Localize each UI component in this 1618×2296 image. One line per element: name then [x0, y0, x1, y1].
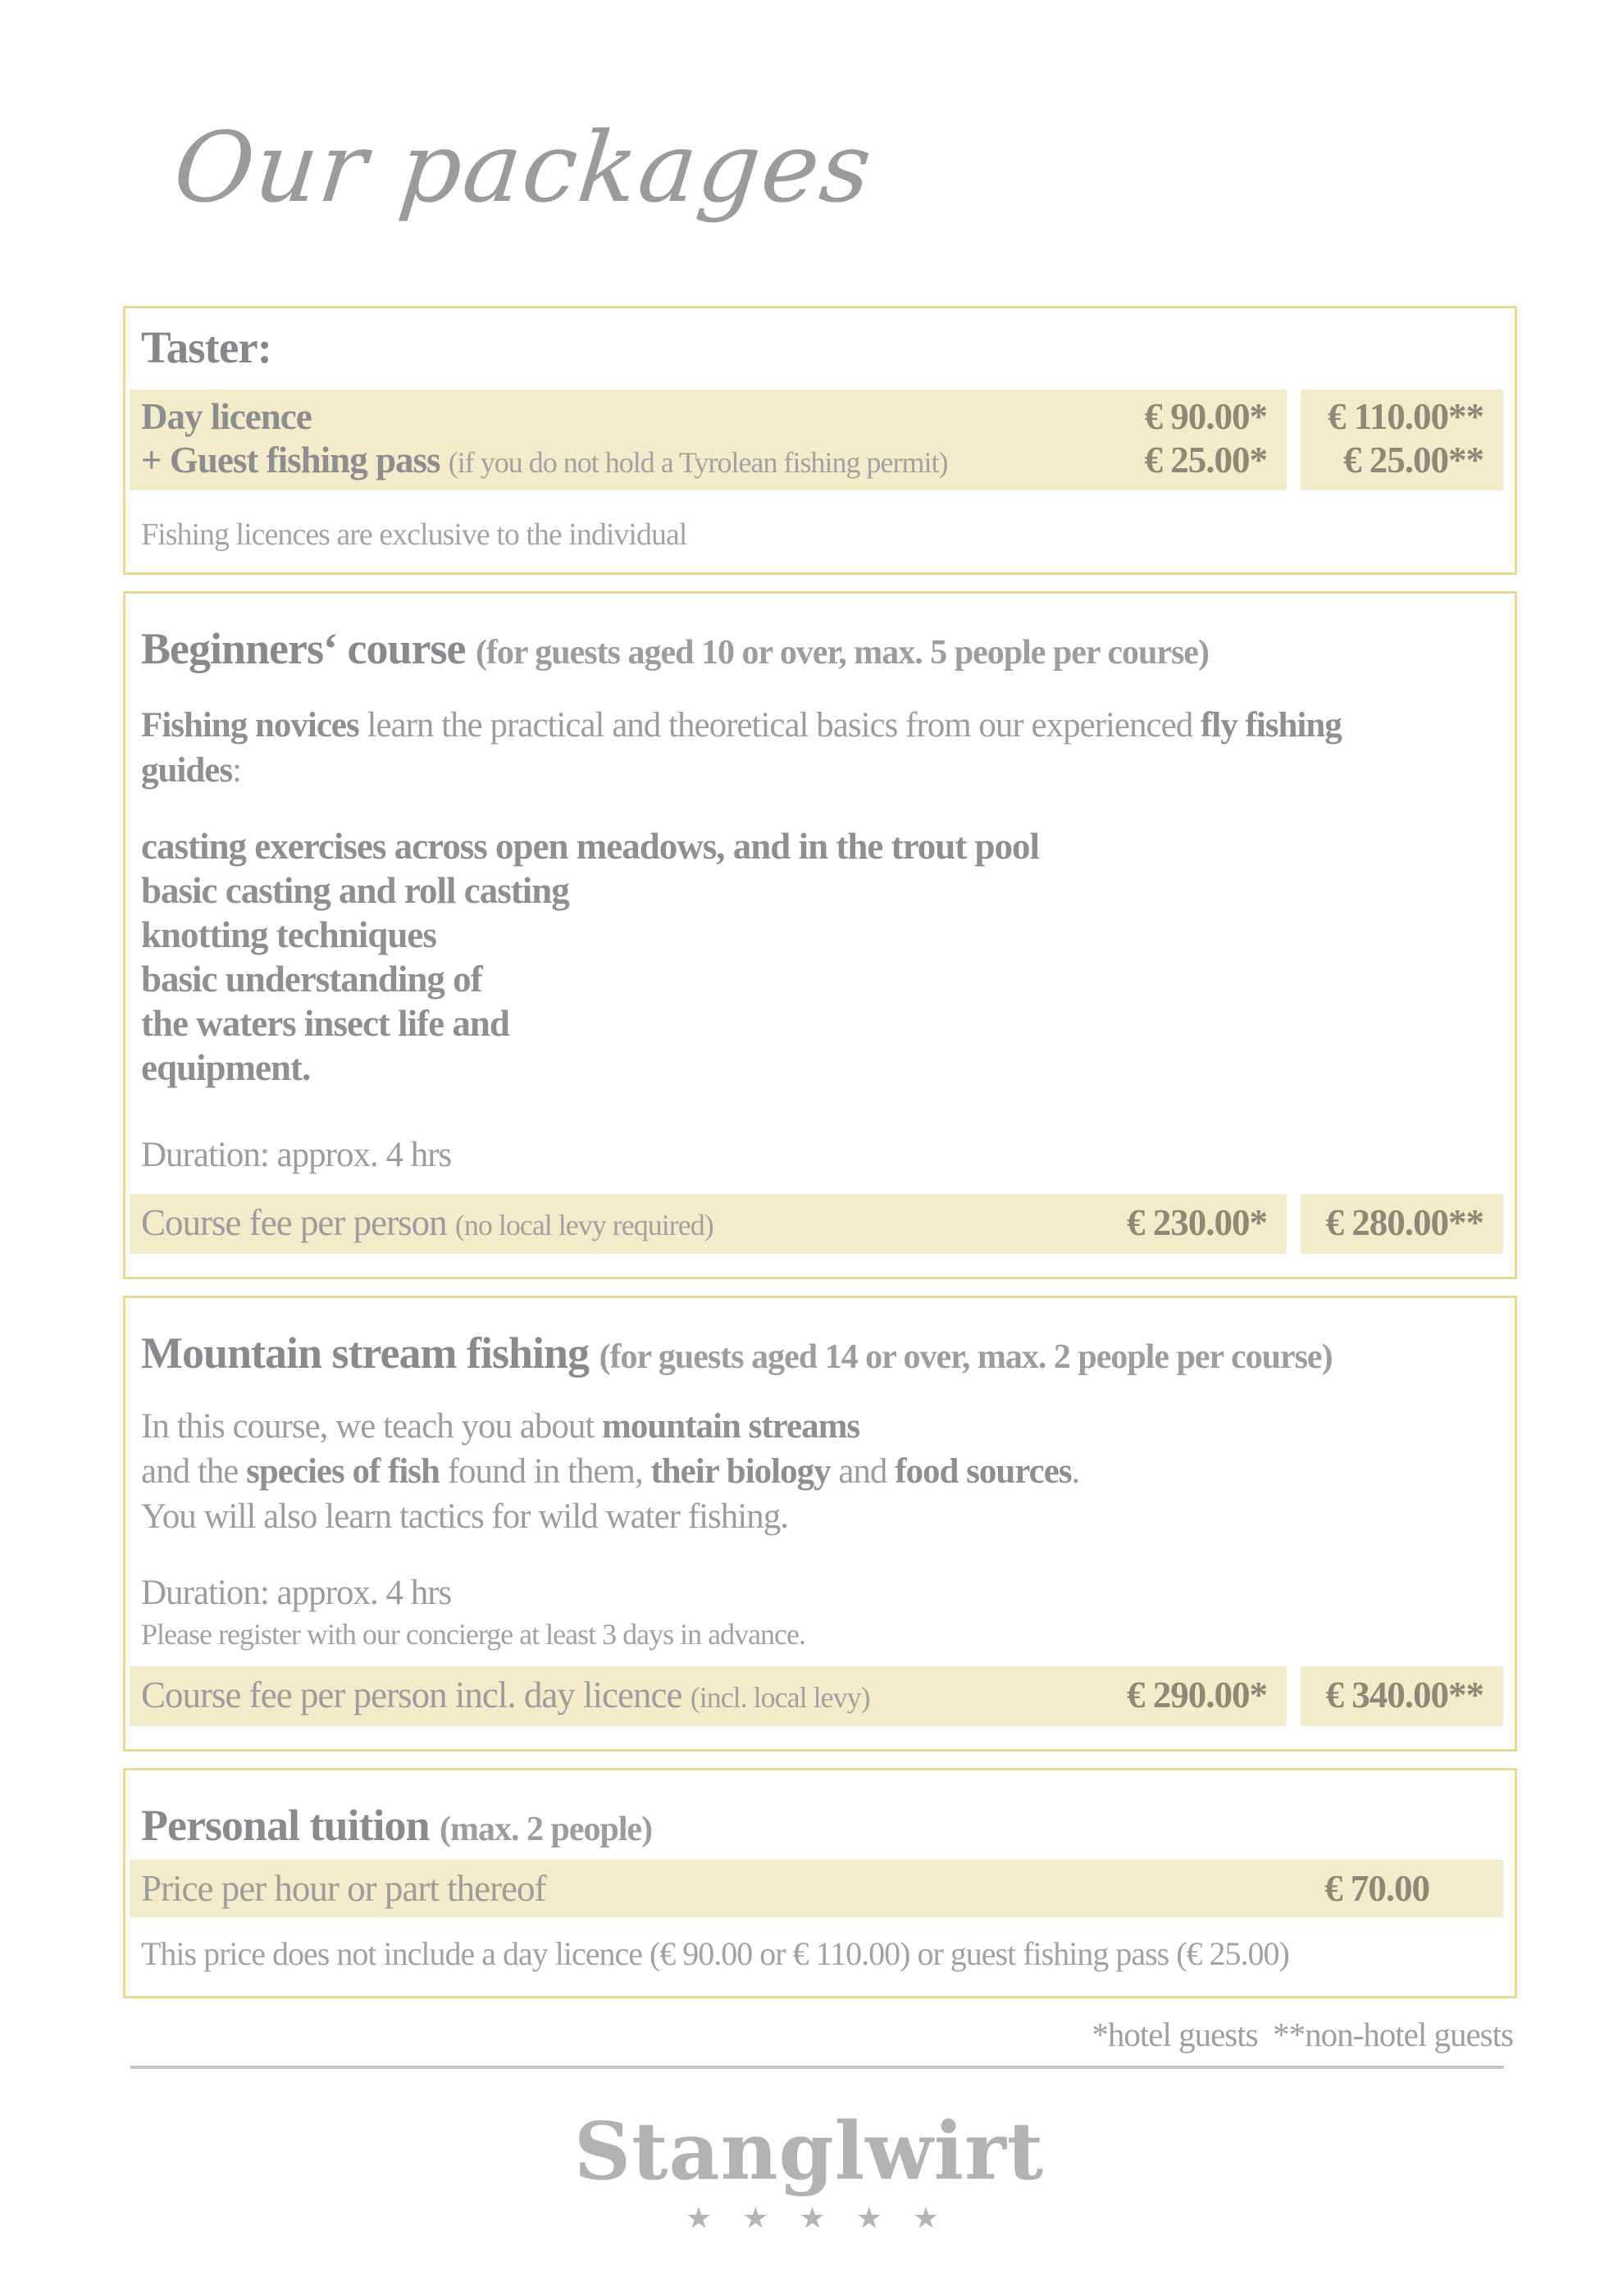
day-licence-price-hotel: € 90.00*	[1144, 396, 1267, 438]
beginners-intro-line2: guides:	[141, 751, 242, 790]
stanglwirt-logo: Stanglwirt	[573, 2105, 1045, 2198]
five-stars-icon: ★ ★ ★ ★ ★	[685, 2202, 951, 2235]
mountain-intro-line2: and the species of fish found in them, their biology and food sources.	[141, 1452, 1080, 1492]
guest-pass-note: (if you do not hold a Tyrolean fishing permit)	[448, 446, 948, 480]
footer-divider	[130, 2066, 1504, 2069]
mountain-intro	[141, 1404, 1515, 1539]
mountain-intro-line1: In this course, we teach you about mountain streams	[141, 1407, 860, 1446]
taster-labels	[141, 395, 947, 485]
personal-fee-label: Price per hour or part thereof	[141, 1868, 546, 1910]
beginners-fee-price-hotel: € 230.00*	[1127, 1202, 1267, 1244]
beginners-fee-label: Course fee per person	[141, 1202, 447, 1244]
day-licence-label: Day licence	[141, 396, 312, 438]
personal-fee-cell	[130, 1860, 1503, 1917]
mountain-fee-label-note: (incl. local levy)	[690, 1681, 870, 1715]
mountain-fee-label: Course fee per person incl. day licence	[141, 1674, 682, 1716]
beginners-fee-main-cell	[130, 1194, 1287, 1254]
beginners-fee-side-cell	[1301, 1194, 1503, 1254]
beginners-fee-row	[130, 1194, 1503, 1254]
mountain-fee-price-nonhotel: € 340.00**	[1325, 1674, 1484, 1716]
topic-item: equipment.	[141, 1047, 311, 1089]
beginners-title: Beginners‘ course	[141, 624, 466, 674]
personal-fee-row	[130, 1860, 1503, 1917]
personal-fee-price: € 70.00	[1324, 1868, 1429, 1910]
taster-row-day-licence	[141, 395, 947, 439]
price-legend: *hotel guests **non-hotel guests	[1092, 2016, 1513, 2054]
topic-item: basic understanding of	[141, 959, 482, 1000]
taster-prices-hotel	[1145, 395, 1268, 485]
guest-pass-label: + Guest fishing pass	[141, 440, 440, 481]
mountain-fee-label-wrap	[141, 1672, 870, 1720]
mountain-duration: Duration: approx. 4 hrs	[141, 1574, 452, 1613]
personal-title: Personal tuition	[141, 1801, 430, 1851]
beginners-fee-label-note: (no local levy required)	[454, 1209, 713, 1242]
guest-pass-price-nonhotel: € 25.00**	[1343, 440, 1484, 481]
mountain-title: Mountain stream fishing	[141, 1328, 590, 1378]
topic-item: knotting techniques	[141, 914, 436, 956]
section-personal-tuition	[123, 1768, 1517, 1998]
mountain-intro-line3: You will also learn tactics for wild water fishing.	[141, 1497, 788, 1537]
beginners-heading	[141, 622, 1515, 680]
mountain-fee-price-hotel: € 290.00*	[1127, 1674, 1267, 1716]
taster-note: Fishing licences are exclusive to the individual	[141, 517, 687, 553]
mountain-heading	[141, 1326, 1515, 1384]
taster-row-guest-pass	[141, 439, 947, 485]
page-title: Our packages	[168, 111, 878, 224]
taster-heading: Taster:	[141, 322, 271, 373]
beginners-topic-list	[141, 824, 1515, 1090]
beginners-duration: Duration: approx. 4 hrs	[141, 1136, 452, 1175]
section-taster	[123, 306, 1517, 575]
day-licence-price-nonhotel: € 110.00**	[1327, 396, 1484, 438]
guest-pass-price-hotel: € 25.00*	[1144, 440, 1267, 481]
mountain-title-note: (for guests aged 14 or over, max. 2 people per course)	[599, 1338, 1333, 1377]
taster-price-table	[130, 390, 1503, 490]
beginners-fee-label-wrap	[141, 1200, 713, 1248]
section-beginners-course	[123, 591, 1517, 1279]
beginners-title-note: (for guests aged 10 or over, max. 5 people per course)	[475, 634, 1209, 672]
mountain-fee-row	[130, 1666, 1503, 1726]
section-mountain-stream-fishing	[123, 1296, 1517, 1752]
beginners-intro	[141, 703, 1515, 793]
taster-prices-nonhotel	[1301, 390, 1503, 490]
beginners-intro-line1: Fishing novices learn the practical and theoretical basics from our experienced fly fishing	[141, 706, 1342, 745]
mountain-fee-side-cell	[1301, 1666, 1503, 1726]
topic-item: casting exercises across open meadows, and in the trout pool	[141, 826, 1040, 868]
topic-item: the waters insect life and	[141, 1003, 509, 1045]
topic-item: basic casting and roll casting	[141, 870, 569, 912]
personal-note: This price does not include a day licence (€ 90.00 or € 110.00) or guest fishing pass (€ 25.00)	[141, 1935, 1289, 1973]
mountain-register-note: Please register with our concierge at least 3 days in advance.	[141, 1618, 806, 1651]
personal-title-note: (max. 2 people)	[440, 1811, 653, 1849]
personal-heading	[141, 1798, 1515, 1856]
beginners-fee-price-nonhotel: € 280.00**	[1325, 1202, 1484, 1244]
mountain-fee-main-cell	[130, 1666, 1287, 1726]
taster-main-cell	[130, 390, 1287, 490]
